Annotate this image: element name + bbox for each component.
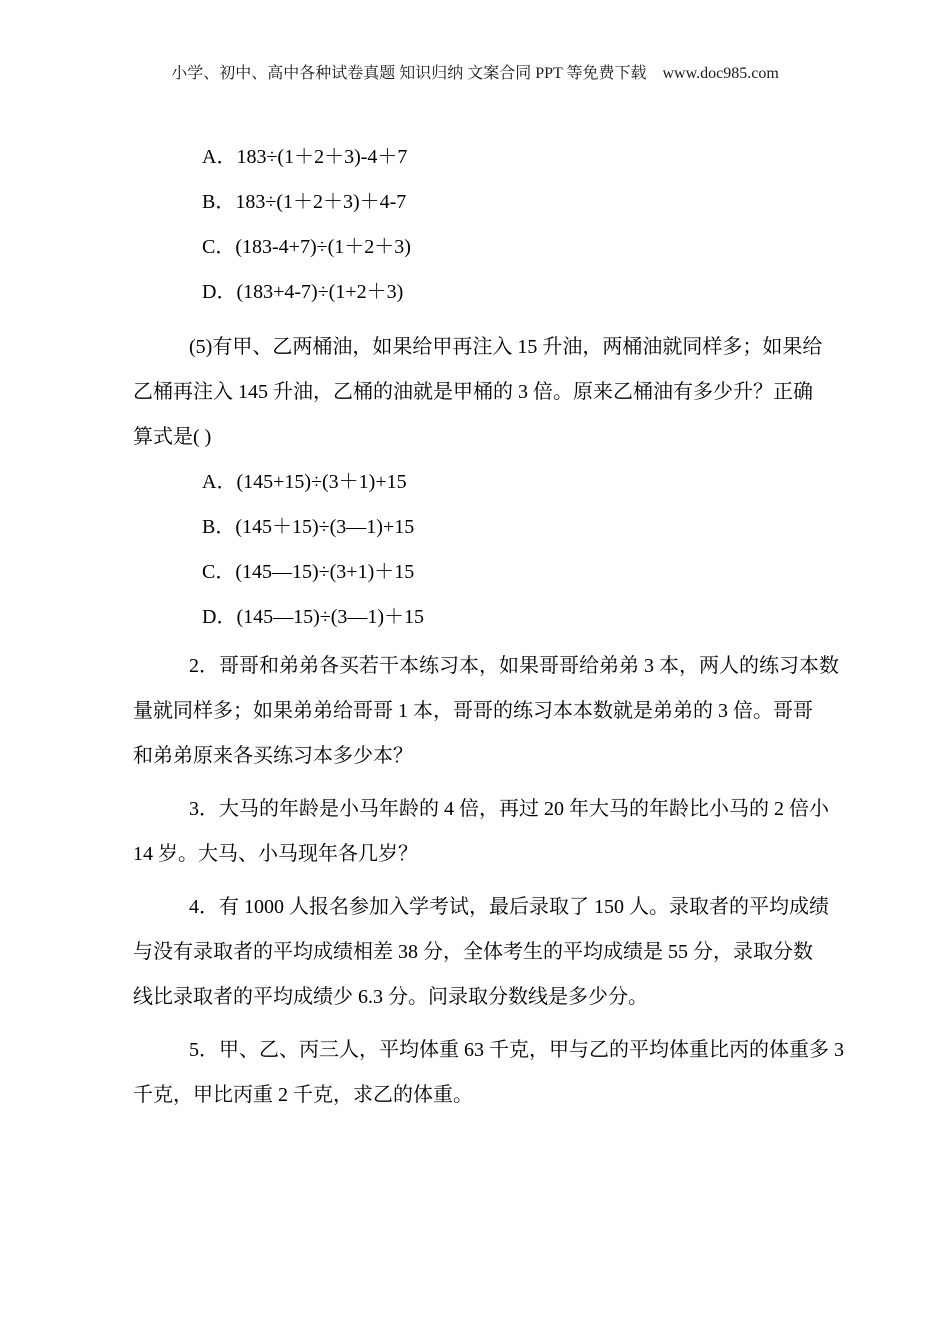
choice-options-second	[133, 460, 853, 640]
question-2	[133, 644, 853, 779]
option-b: B．(145＋15)÷(3—1)+15	[202, 516, 415, 538]
site-watermark-header: 小学、初中、高中各种试卷真题 知识归纳 文案合同 PPT 等免费下载 www.doc985.com	[171, 65, 779, 82]
option-c: C．(145—15)÷(3+1)＋15	[202, 561, 415, 583]
question-3	[133, 787, 853, 877]
question-4	[133, 885, 853, 1020]
option-a: A．183÷(1＋2＋3)-4＋7	[202, 146, 408, 168]
question-line: 和弟弟原来各买练习本多少本？	[133, 745, 413, 767]
question-line: 4．有 1000 人报名参加入学考试，最后录取了 150 人。录取者的平均成绩	[189, 896, 829, 918]
option-b: B．183÷(1＋2＋3)＋4-7	[202, 191, 407, 213]
question-line: (5)有甲、乙两桶油，如果给甲再注入 15 升油，两桶油就同样多；如果给	[189, 336, 823, 358]
question-line: 线比录取者的平均成绩少 6.3 分。问录取分数线是多少分。	[133, 986, 648, 1008]
question-5	[133, 1028, 853, 1118]
question-1-sub5	[133, 325, 853, 460]
option-a: A．(145+15)÷(3＋1)+15	[202, 471, 407, 493]
option-d: D．(183+4-7)÷(1+2＋3)	[202, 281, 404, 303]
question-line: 5．甲、乙、丙三人，平均体重 63 千克，甲与乙的平均体重比丙的体重多 3	[189, 1039, 844, 1061]
option-d: D．(145—15)÷(3—1)＋15	[202, 606, 425, 628]
question-line: 2．哥哥和弟弟各买若干本练习本，如果哥哥给弟弟 3 本，两人的练习本数	[189, 655, 839, 677]
question-line: 乙桶再注入 145 升油，乙桶的油就是甲桶的 3 倍。原来乙桶油有多少升？正确	[133, 381, 813, 403]
question-line: 千克，甲比丙重 2 千克，求乙的体重。	[133, 1084, 473, 1106]
choice-options-first	[133, 135, 853, 315]
question-line: 14 岁。大马、小马现年各几岁？	[133, 843, 418, 865]
question-line: 算式是( )	[133, 426, 212, 448]
document-body	[133, 135, 853, 1118]
question-line: 量就同样多；如果弟弟给哥哥 1 本，哥哥的练习本本数就是弟弟的 3 倍。哥哥	[133, 700, 813, 722]
question-line: 3．大马的年龄是小马年龄的 4 倍，再过 20 年大马的年龄比小马的 2 倍小	[189, 798, 829, 820]
question-line: 与没有录取者的平均成绩相差 38 分，全体考生的平均成绩是 55 分，录取分数	[133, 941, 813, 963]
option-c: C．(183-4+7)÷(1＋2＋3)	[202, 236, 411, 258]
